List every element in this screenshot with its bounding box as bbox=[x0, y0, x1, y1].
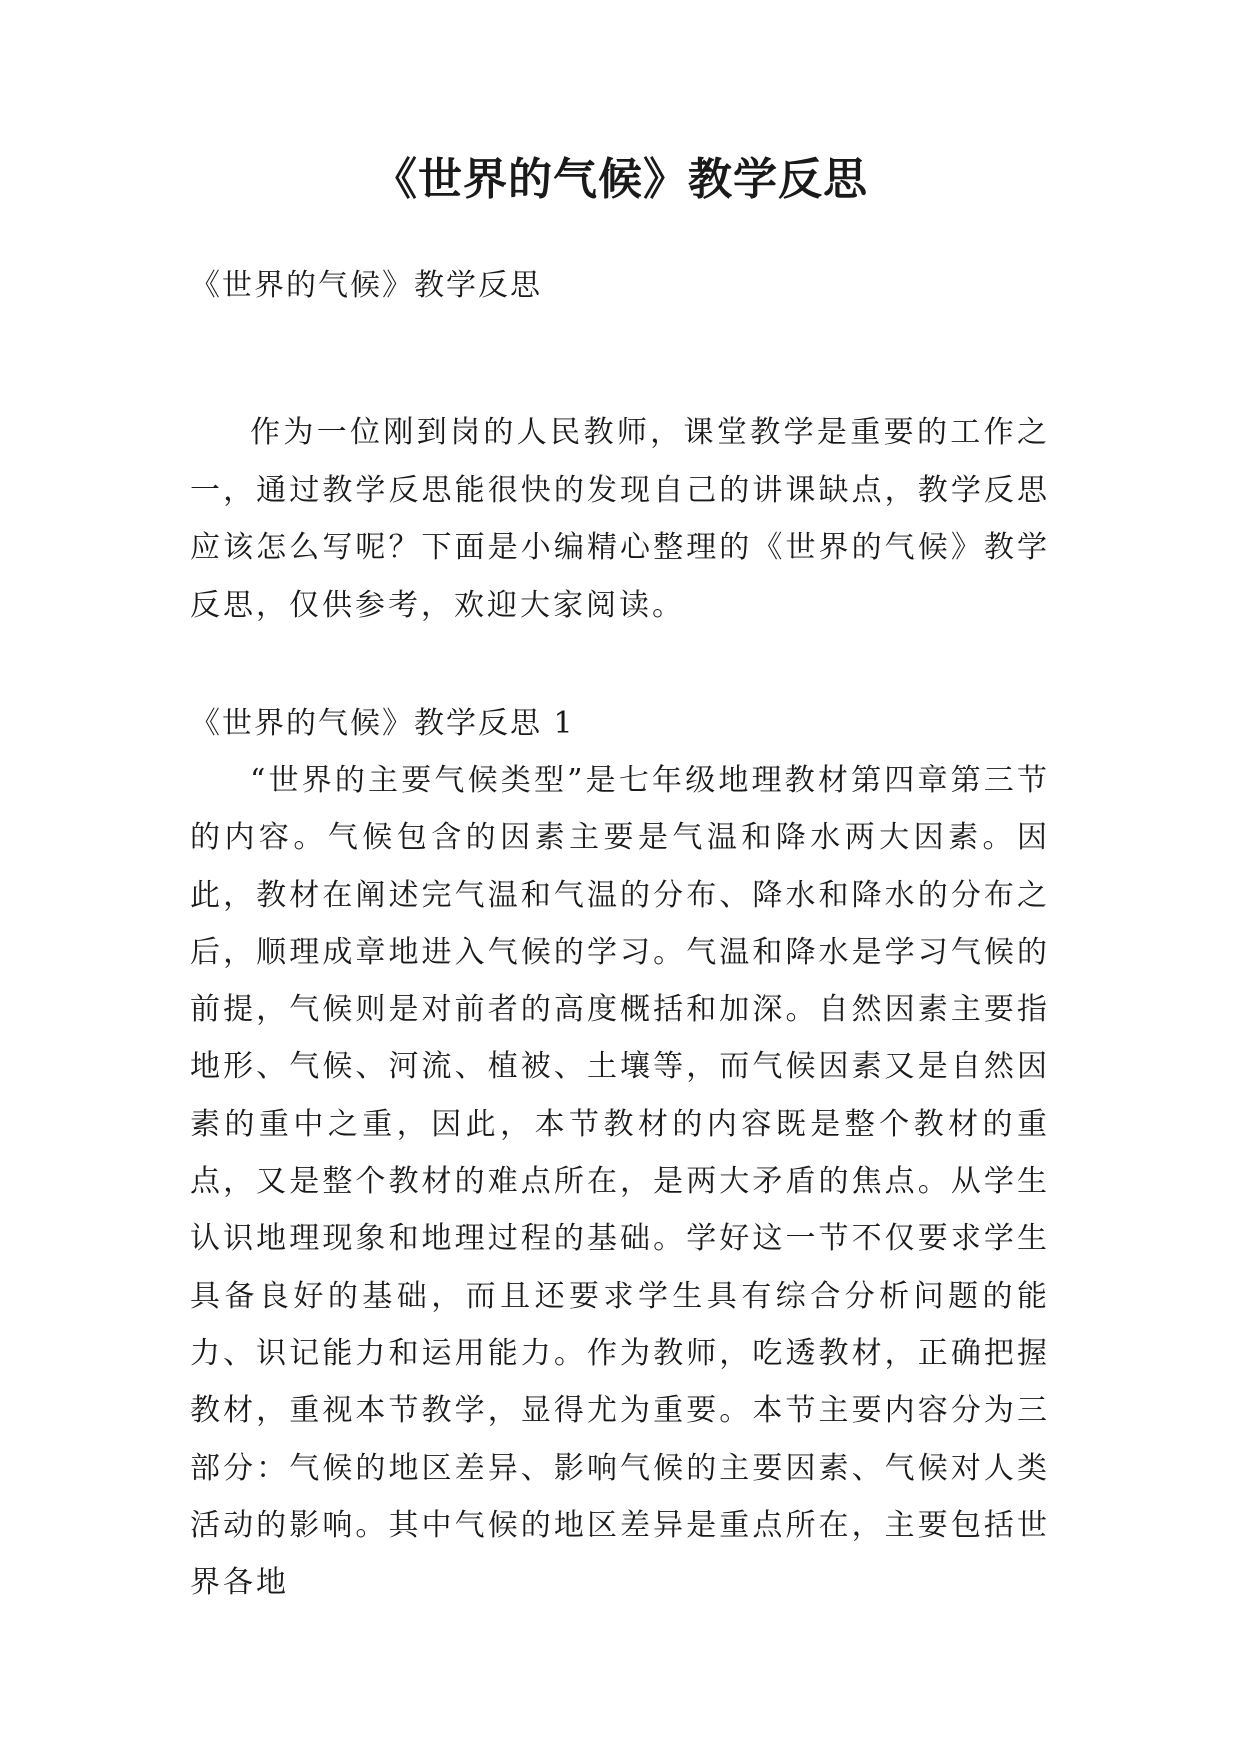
document-title: 《世界的气候》教学反思 bbox=[373, 154, 868, 205]
document-subtitle: 《世界的气候》教学反思 bbox=[190, 268, 542, 303]
section-body-1: “世界的主要气候类型”是七年级地理教材第四章第三节的内容。气候包含的因素主要是气温和降水两大因素。因此，教材在阐述完气温和气温的分布、降水和降水的分布之后，顺理成章地进入气候的学习。气温和降水是学习气候的前提，气候则是对前者的高度概括和加深。自然因素主要指地形、气候、河流、植被、土壤等，而气候因素又是自然因素的重中之重，因此，本节教材的内容既是整个教材的重点，又是整个教材的难点所在，是两大矛盾的焦点。从学生认识地理现象和地理过程的基础。学好这一节不仅要求学生具备良好的基础，而且还要求学生具有综合分析问题的能力、识记能力和运用能力。作为教师，吃透教材，正确把握教材，重视本节教学，显得尤为重要。本节主要内容分为三部分：气候的地区差异、影响气候的主要因素、气候对人类活动的影响。其中气候的地区差异是重点所在，主要包括世界各地 bbox=[190, 763, 1050, 1601]
intro-paragraph: 作为一位刚到岗的人民教师，课堂教学是重要的工作之一，通过教学反思能很快的发现自己的讲课缺点，教学反思应该怎么写呢？下面是小编精心整理的《世界的气候》教学反思，仅供参考，欢迎大家阅读。 bbox=[190, 415, 1050, 623]
section-heading-1: 《世界的气候》教学反思 1 bbox=[190, 706, 575, 741]
